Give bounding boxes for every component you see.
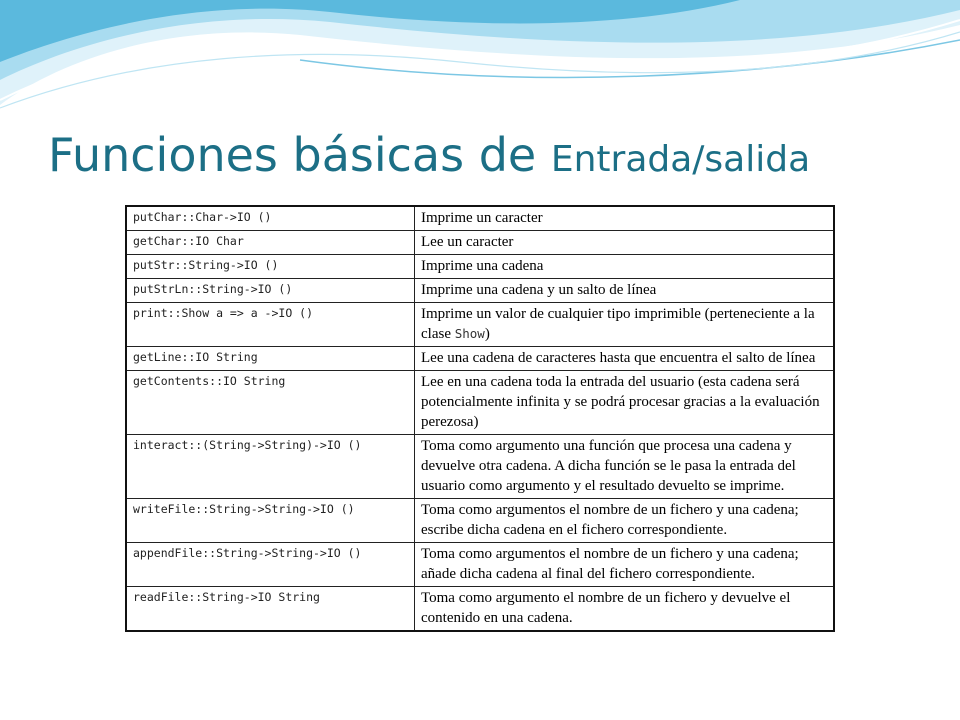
function-description: Lee una cadena de caracteres hasta que encuentra el salto de línea xyxy=(415,347,835,371)
table-row xyxy=(126,279,834,303)
description-text-end: ) xyxy=(484,326,490,342)
function-description: Toma como argumento una función que procesa una cadena y devuelve otra cadena. A dicha función se le pasa la entrada del usuario como argumento y el resultado devuelto se imprime. xyxy=(415,435,835,499)
function-signature: putChar::Char->IO () xyxy=(126,206,415,231)
table-row xyxy=(126,303,834,347)
table-row xyxy=(126,587,834,632)
io-functions-table xyxy=(125,205,835,632)
function-signature: print::Show a => a ->IO () xyxy=(126,303,415,347)
table-row xyxy=(126,206,834,231)
function-description xyxy=(415,303,835,347)
function-signature: readFile::String->IO String xyxy=(126,587,415,632)
title-main: Funciones básicas de xyxy=(48,128,551,182)
function-signature: putStr::String->IO () xyxy=(126,255,415,279)
function-signature: appendFile::String->String->IO () xyxy=(126,543,415,587)
table-row xyxy=(126,231,834,255)
function-signature: getLine::IO String xyxy=(126,347,415,371)
function-signature: writeFile::String->String->IO () xyxy=(126,499,415,543)
function-signature: getChar::IO Char xyxy=(126,231,415,255)
function-description: Lee un caracter xyxy=(415,231,835,255)
function-signature: interact::(String->String)->IO () xyxy=(126,435,415,499)
function-description: Toma como argumentos el nombre de un fichero y una cadena; añade dicha cadena al final del fichero correspondiente. xyxy=(415,543,835,587)
function-description: Toma como argumento el nombre de un fichero y devuelve el contenido en una cadena. xyxy=(415,587,835,632)
table-row xyxy=(126,255,834,279)
header-wave-decoration xyxy=(0,0,960,130)
table-row xyxy=(126,371,834,435)
table-row xyxy=(126,435,834,499)
table-row xyxy=(126,347,834,371)
description-text: Imprime un valor de cualquier tipo imprimible (perteneciente a la clase xyxy=(421,306,815,342)
function-description: Lee en una cadena toda la entrada del usuario (esta cadena será potencialmente infinita y se podrá procesar gracias a la evaluación perezosa) xyxy=(415,371,835,435)
function-description: Toma como argumentos el nombre de un fichero y una cadena; escribe dicha cadena en el fichero correspondiente. xyxy=(415,499,835,543)
class-name-code: Show xyxy=(454,326,485,341)
function-signature: getContents::IO String xyxy=(126,371,415,435)
function-description: Imprime un caracter xyxy=(415,206,835,231)
function-signature: putStrLn::String->IO () xyxy=(126,279,415,303)
table-row xyxy=(126,499,834,543)
title-entrada-salida: Entrada/salida xyxy=(550,139,811,180)
function-description: Imprime una cadena xyxy=(415,255,835,279)
function-description: Imprime una cadena y un salto de línea xyxy=(415,279,835,303)
table-row xyxy=(126,543,834,587)
slide-title xyxy=(48,128,810,182)
